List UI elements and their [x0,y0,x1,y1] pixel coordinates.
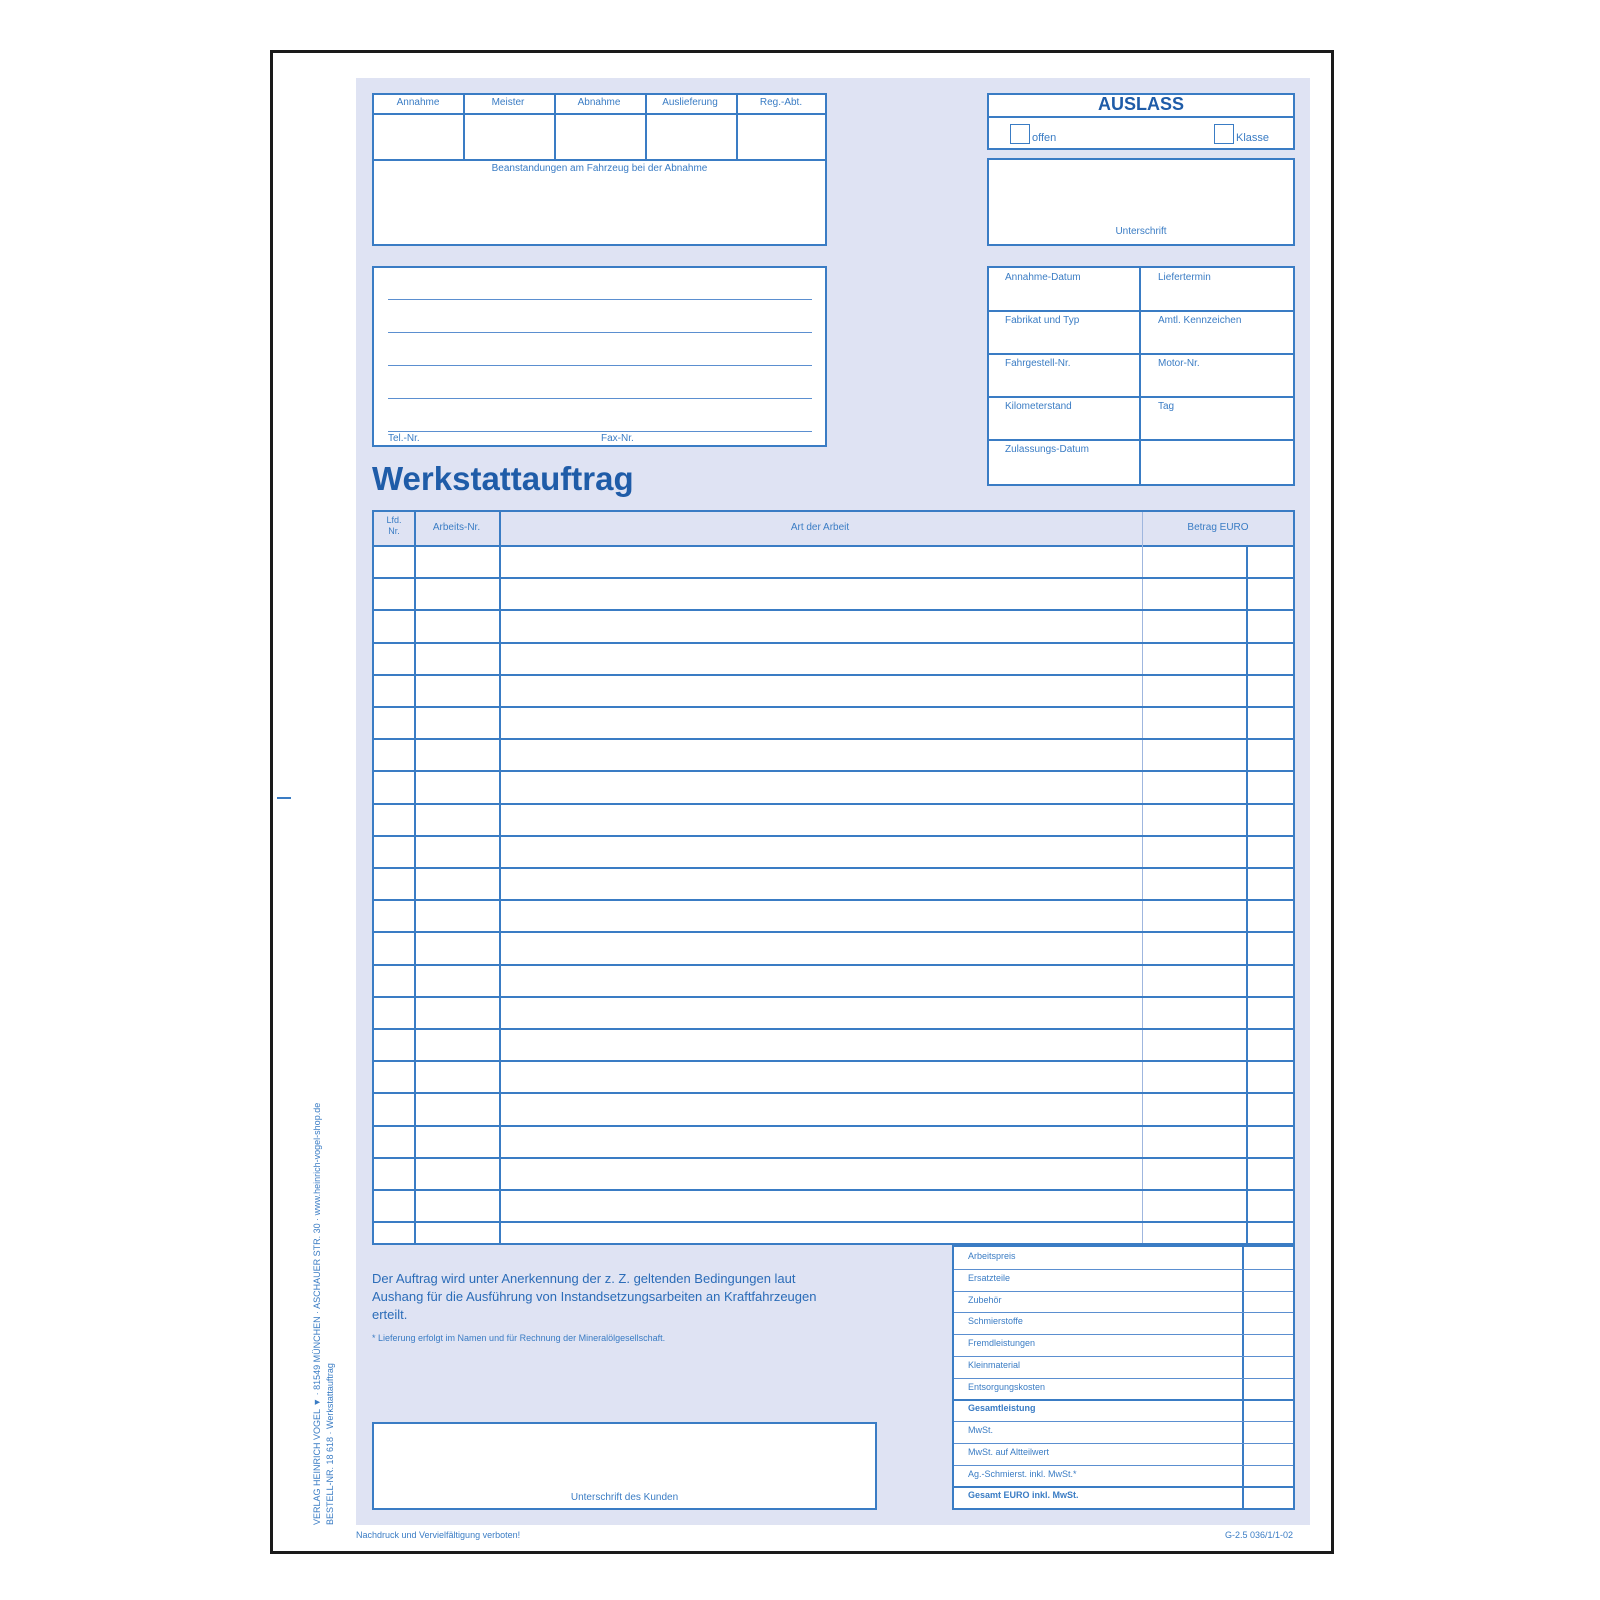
work-table-row-line [374,1189,1293,1191]
summary-row-label: Ersatzteile [968,1272,1011,1283]
offen-label: offen [1032,132,1057,144]
summary-row-label: Arbeitspreis [968,1251,1016,1261]
work-table-row-line [374,642,1293,644]
work-table-row-line [374,609,1293,611]
summary-row-label: Zubehör [968,1294,1002,1305]
fold-mark [277,797,291,799]
summary-row-line [954,1486,1293,1488]
summary-row-label: Gesamt EURO inkl. MwSt. [968,1490,1079,1501]
work-table-row-line [374,1060,1293,1062]
motor-nr-label: Motor-Nr. [1158,358,1200,369]
header-abnahme: Abnahme [577,97,621,108]
work-table-row-line [374,1157,1293,1159]
summary-row-line [954,1399,1293,1401]
header-reg-abt: Reg.-Abt. [759,97,803,108]
summary-row-line [954,1356,1293,1357]
summary-row-label: MwSt. [968,1425,994,1435]
col-lfd-nr [374,515,414,537]
kilometerstand-label: Kilometerstand [1005,401,1072,412]
work-table-row-line [374,899,1293,901]
col-lfd-line1: Lfd. [386,515,402,525]
customer-signature-label: Unterschrift des Kunden [570,1492,679,1503]
col-betrag-euro: Betrag EURO [1187,522,1249,533]
work-table-row-line [374,738,1293,740]
auslass-signature-label: Unterschrift [1115,226,1167,237]
fahrgestell-nr-label: Fahrgestell-Nr. [1005,358,1071,369]
summary-row-line [954,1465,1293,1466]
summary-row-line [954,1421,1293,1422]
publisher-line: VERLAG HEINRICH VOGEL ▼ · 81549 MÜNCHEN · ASCHAUER STR. 30 · www.heinrich-vogel-shop.de [312,1102,322,1525]
fabrikat-typ-label: Fabrikat und Typ [1005,315,1080,326]
fax-label: Fax-Nr. [601,433,634,444]
summary-row-label: Ag.-Schmierst. inkl. MwSt.* [968,1468,1077,1479]
auslass-title: AUSLASS [1097,94,1184,114]
klasse-label: Klasse [1236,132,1270,144]
header-meister: Meister [491,97,525,108]
summary-row-label: Entsorgungskosten [968,1381,1046,1392]
offen-checkbox[interactable] [1010,124,1030,144]
order-number-line: BESTELL-NR. 18 618 · Werkstattauftrag [325,1363,335,1525]
col-art-der-arbeit: Art der Arbeit [790,522,850,533]
annahme-datum-label: Annahme-Datum [1005,272,1081,283]
summary-table [952,1245,1295,1510]
liefertermin-label: Liefertermin [1158,272,1211,283]
summary-row-line [954,1443,1293,1444]
work-table-row-line [374,674,1293,676]
work-table-row-line [374,867,1293,869]
header-auslieferung: Auslieferung [662,97,718,108]
work-table-row-line [374,1221,1293,1223]
work-table-row-line [374,931,1293,933]
footer-copyright: Nachdruck und Vervielfältigung verboten! [356,1530,521,1540]
header-annahme: Annahme [396,97,440,108]
page-title: Werkstattauftrag [372,460,634,497]
conditions-footnote: * Lieferung erfolgt im Namen und für Rechnung der Mineralölgesellschaft. [372,1333,666,1343]
summary-row-label: Kleinmaterial [968,1359,1021,1370]
complaints-label: Beanstandungen am Fahrzeug bei der Abnahme [491,163,708,174]
col-arbeits-nr: Arbeits-Nr. [432,522,481,533]
work-table-row-line [374,996,1293,998]
zulassungs-datum-label: Zulassungs-Datum [1005,444,1089,455]
tel-label: Tel.-Nr. [388,433,420,444]
work-table-row-line [374,706,1293,708]
publisher-side-text [311,1103,337,1525]
work-table-row-line [374,577,1293,579]
summary-row-label: Fremdleistungen [968,1338,1036,1348]
work-table-row-line [374,770,1293,772]
work-table-row-line [374,1125,1293,1127]
summary-row-line [954,1378,1293,1379]
footer-form-number: G-2.5 036/1/1-02 [1225,1530,1294,1540]
klasse-checkbox[interactable] [1214,124,1234,144]
summary-row-line [954,1312,1293,1313]
summary-row-line [954,1269,1293,1270]
kennzeichen-label: Amtl. Kennzeichen [1158,315,1242,326]
work-table [372,510,1295,1245]
summary-row-label: Gesamtleistung [968,1403,1036,1414]
col-lfd-line2: Nr. [388,526,400,536]
summary-row-label: MwSt. auf Altteilwert [968,1446,1050,1457]
work-table-row-line [374,803,1293,805]
summary-row-label: Schmierstoffe [968,1316,1023,1327]
work-table-row-line [374,835,1293,837]
work-table-row-line [374,1092,1293,1094]
summary-row-line [954,1291,1293,1292]
summary-row-line [954,1334,1293,1335]
work-table-row-line [374,964,1293,966]
tag-label: Tag [1158,401,1175,412]
customer-address-box[interactable] [372,266,827,447]
work-table-row-line [374,1028,1293,1030]
conditions-text: Der Auftrag wird unter Anerkennung der z. Z. geltenden Bedingungen laut Aushang für die Ausführung von Instandsetzungsarbeiten an Kraftfahrzeugen erteilt. [372,1271,817,1322]
